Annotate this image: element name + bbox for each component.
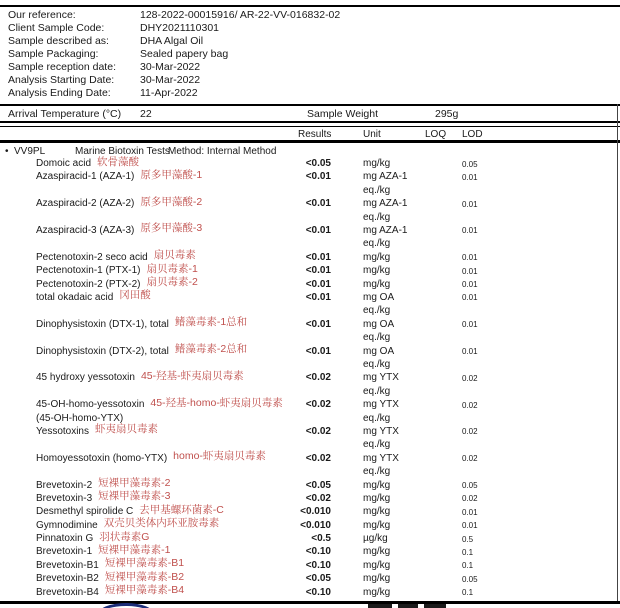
analyte-name-cn: 原多甲藻酸-3 xyxy=(140,222,203,235)
analyte-name-cn: 去甲基螺环菌素-C xyxy=(139,503,224,516)
field-label: Sample reception date: xyxy=(8,61,116,73)
result-value: <0.01 xyxy=(305,251,331,263)
result-value: <0.05 xyxy=(305,479,331,491)
analyte-name-cn: 原多甲藻酸-2 xyxy=(140,195,203,208)
field-value: 128-2022-00015916/ AR-22-VV-016832-02 xyxy=(140,9,341,21)
unit-value: mg/kg xyxy=(363,506,391,518)
field-value: DHA Algal Oil xyxy=(140,35,204,47)
analyte-name-cn: 冈田酸 xyxy=(119,289,151,302)
analyte-name-cn: 扇贝毒素 xyxy=(153,249,196,262)
col-results: Results xyxy=(298,129,332,140)
field-label: Sample described as: xyxy=(8,35,109,47)
unit-value: mg/kg xyxy=(363,559,391,571)
header-field-row xyxy=(8,9,340,21)
table-row xyxy=(0,572,620,585)
lod-value: 0.01 xyxy=(462,320,478,330)
analyte-name-en: Brevetoxin-3 xyxy=(36,492,93,504)
analyte-name-cn: 短裸甲藻毒素-B2 xyxy=(104,570,185,583)
analyte-name-cn: 扇贝毒素-1 xyxy=(146,262,198,275)
result-value: <0.02 xyxy=(305,425,331,437)
result-value: <0.02 xyxy=(305,399,331,411)
table-row xyxy=(0,398,620,425)
analyte-name xyxy=(36,197,202,210)
analyte-name-en: Homoyessotoxin (homo-YTX) xyxy=(36,452,168,464)
table-row xyxy=(0,586,620,599)
result-value: <0.01 xyxy=(305,345,331,357)
result-value: <0.10 xyxy=(305,559,331,571)
analyte-name-en: Domoic acid xyxy=(36,158,92,169)
analyte-name-en: Brevetoxin-B1 xyxy=(36,559,99,571)
table-row xyxy=(0,532,620,545)
result-value: <0.01 xyxy=(305,278,331,290)
table-row xyxy=(0,519,620,532)
unit-value: mg/kg xyxy=(363,278,391,290)
analyte-name-cn: 鳍藻毒素-2总和 xyxy=(174,343,248,356)
lod-value: 0.01 xyxy=(462,253,478,263)
group-name: Marine Biotoxin Tests xyxy=(75,146,170,157)
analyte-name-cn: 短裸甲藻毒素-B4 xyxy=(104,584,185,597)
analyte-name-en: Desmethyl spirolide C xyxy=(36,506,134,518)
unit-value: mg AZA-1 eq./kg xyxy=(363,198,408,223)
analyte-name-en: Dinophysistoxin (DTX-1), total xyxy=(36,318,169,330)
lod-value: 0.01 xyxy=(462,172,478,182)
analyte-name-cn: 双壳贝类体内环亚胺毒素 xyxy=(103,517,220,530)
analyte-name-en: Brevetoxin-2 xyxy=(36,479,93,491)
unit-value: mg/kg xyxy=(363,519,391,531)
result-value: <0.01 xyxy=(305,291,331,303)
unit-value: mg/kg xyxy=(363,573,391,585)
unit-value: mg YTX eq./kg xyxy=(363,425,399,451)
analyte-name-en: Pectenotoxin-2 seco acid xyxy=(36,251,148,263)
lod-value: 0.01 xyxy=(462,347,478,357)
unit-value: mg/kg xyxy=(363,586,391,598)
group-method: Method: Internal Method xyxy=(168,146,277,157)
lod-value: 0.1 xyxy=(462,561,474,571)
arrival-temperature-label: Arrival Temperature (°C) xyxy=(8,108,122,120)
table-row xyxy=(0,492,620,505)
analyte-name xyxy=(36,318,247,331)
result-value: <0.02 xyxy=(305,492,331,504)
analyte-name xyxy=(36,452,266,465)
field-value: DHY2021110301 xyxy=(140,22,220,34)
field-label: Sample Packaging: xyxy=(8,48,99,60)
unit-value: mg YTX eq./kg xyxy=(363,399,399,424)
table-row xyxy=(0,278,620,291)
analyte-name-en: Brevetoxin-B4 xyxy=(36,586,99,598)
unit-value: mg YTX eq./kg xyxy=(363,372,399,397)
result-value: <0.01 xyxy=(305,224,331,236)
analyte-name-cn: 短裸甲藻毒素-B1 xyxy=(104,557,185,570)
analyte-name-cn: 原多甲藻酸-1 xyxy=(140,168,203,181)
unit-value: mg AZA-1 eq./kg xyxy=(363,224,408,250)
lod-value: 0.01 xyxy=(462,280,478,290)
footer-cutoff-mark xyxy=(424,604,446,608)
analyte-name-en: Pectenotoxin-2 (PTX-2) xyxy=(36,278,141,290)
analyte-name xyxy=(36,586,184,599)
analyte-name-en: Dinophysistoxin (DTX-2), total xyxy=(36,345,169,357)
analyte-name xyxy=(36,224,202,237)
unit-value: mg AZA-1 eq./kg xyxy=(363,171,408,196)
sample-weight-value: 295g xyxy=(435,108,459,120)
table-row xyxy=(0,452,620,479)
table-row xyxy=(0,170,620,197)
lod-value: 0.01 xyxy=(462,521,478,531)
table-row xyxy=(0,559,620,572)
analyte-name-cn: 扇贝毒素-2 xyxy=(146,276,198,289)
lod-value: 0.05 xyxy=(462,159,478,169)
unit-value: mg/kg xyxy=(363,265,391,277)
unit-value: mg/kg xyxy=(363,492,391,504)
analyte-name xyxy=(36,278,198,291)
header-field-row xyxy=(8,35,203,47)
analyte-name-en: Azaspiracid-1 (AZA-1) xyxy=(36,171,135,183)
table-row xyxy=(0,251,620,264)
analyte-name-en: Yessotoxins xyxy=(36,425,89,437)
table-row xyxy=(0,425,620,452)
unit-value: mg OA eq./kg xyxy=(363,318,395,344)
table-row xyxy=(0,157,620,170)
lod-value: 0.05 xyxy=(462,481,478,491)
analyte-name xyxy=(36,170,202,183)
analyte-name-en: Azaspiracid-2 (AZA-2) xyxy=(36,198,135,210)
analyte-name-en: Gymnodimine xyxy=(36,519,98,531)
analyte-name-cn: homo-虾夷扇贝毒素 xyxy=(173,450,266,463)
analyte-name xyxy=(36,345,247,358)
analyte-name-cn: 短裸甲藻毒素-1 xyxy=(98,543,171,556)
footer-logo-swoosh-icon xyxy=(98,603,154,608)
analyte-name xyxy=(36,157,139,170)
lod-value: 0.02 xyxy=(462,400,478,410)
analyte-name xyxy=(36,371,244,384)
results-rows xyxy=(0,157,620,599)
analyte-name-en: Pectenotoxin-1 (PTX-1) xyxy=(36,265,141,277)
analyte-name-en: Brevetoxin-1 xyxy=(36,546,93,558)
unit-value: mg/kg xyxy=(363,546,391,558)
field-value: 11-Apr-2022 xyxy=(140,87,198,99)
analyte-name-en: Pinnatoxin G xyxy=(36,533,94,545)
band-rule-mid xyxy=(0,126,620,127)
table-row xyxy=(0,505,620,518)
field-label: Analysis Starting Date: xyxy=(8,74,115,86)
table-row xyxy=(0,371,620,398)
lod-value: 0.01 xyxy=(462,226,478,236)
header-field-row xyxy=(8,61,200,73)
lod-value: 0.02 xyxy=(462,427,478,437)
unit-value: mg OA eq./kg xyxy=(363,291,395,317)
result-value: <0.10 xyxy=(305,546,331,558)
unit-value: mg OA eq./kg xyxy=(363,345,395,370)
analyte-name-cn: 短裸甲藻毒素-3 xyxy=(98,490,171,503)
analyte-name-en: total okadaic acid xyxy=(36,291,114,303)
header-field-row xyxy=(8,22,219,34)
analyte-name-cn: 鳍藻毒素-1总和 xyxy=(174,316,248,329)
bottom-rule xyxy=(0,601,620,604)
table-row xyxy=(0,345,620,372)
col-unit: Unit xyxy=(363,129,381,140)
footer-cutoff-mark xyxy=(368,604,392,608)
table-row xyxy=(0,545,620,558)
analyte-name-cn: 虾夷扇贝毒素 xyxy=(95,423,158,436)
lod-value: 0.01 xyxy=(462,199,478,209)
field-label: Analysis Ending Date: xyxy=(8,87,111,99)
field-value: 30-Mar-2022 xyxy=(140,74,201,86)
analyte-name-cn: 45-羟基-虾夷扇贝毒素 xyxy=(140,369,244,382)
analyte-name-line2: (45-OH-homo-YTX) xyxy=(36,412,124,424)
table-row xyxy=(0,318,620,345)
unit-value: mg/kg xyxy=(363,479,391,491)
result-value: <0.02 xyxy=(305,452,331,464)
result-value: <0.02 xyxy=(305,372,331,384)
analyte-name-en: Azaspiracid-3 (AZA-3) xyxy=(36,224,135,236)
lod-value: 0.01 xyxy=(462,266,478,276)
col-loq: LOQ xyxy=(425,129,447,140)
analyte-name-cn: 短裸甲藻毒素-2 xyxy=(98,477,171,490)
analyte-name-cn: 软骨藻酸 xyxy=(97,155,140,168)
analyte-name-cn: 45-羟基-homo-虾夷扇贝毒素 xyxy=(150,396,283,409)
sample-weight-label: Sample Weight xyxy=(307,108,379,120)
field-value: 30-Mar-2022 xyxy=(140,61,201,73)
table-row xyxy=(0,291,620,318)
analyte-name-cn: 羽状毒素G xyxy=(99,530,150,543)
field-label: Our reference: xyxy=(8,9,76,21)
group-code: VV9PL xyxy=(14,146,46,157)
result-value: <0.01 xyxy=(305,171,331,183)
header-rule xyxy=(0,104,620,106)
unit-value: mg/kg xyxy=(363,158,391,169)
lod-value: 0.02 xyxy=(462,373,478,383)
lod-value: 0.5 xyxy=(462,534,474,544)
analyte-name-en: 45-OH-homo-yessotoxin xyxy=(36,399,145,411)
header-field-row xyxy=(8,48,228,60)
table-top-rule xyxy=(0,140,620,143)
arrival-temperature-value: 22 xyxy=(140,108,152,120)
band-rule-top xyxy=(0,121,620,123)
lod-value: 0.1 xyxy=(462,547,474,557)
table-row xyxy=(0,197,620,224)
result-value: <0.05 xyxy=(305,573,331,585)
unit-value: µg/kg xyxy=(363,533,388,545)
header-field-row xyxy=(8,87,198,99)
field-label: Client Sample Code: xyxy=(8,22,105,34)
result-value: <0.01 xyxy=(305,198,331,210)
result-value: <0.01 xyxy=(305,265,331,277)
lod-value: 0.01 xyxy=(462,293,478,303)
result-value: <0.05 xyxy=(305,158,331,169)
unit-value: mg/kg xyxy=(363,251,391,263)
analyte-name-en: 45 hydroxy yessotoxin xyxy=(36,372,135,384)
right-border-rule xyxy=(617,104,618,602)
group-bullet-icon: • xyxy=(5,146,9,157)
table-row xyxy=(0,224,620,251)
result-value: <0.5 xyxy=(311,533,331,545)
unit-value: mg YTX eq./kg xyxy=(363,452,399,478)
lod-value: 0.1 xyxy=(462,588,474,598)
result-value: <0.010 xyxy=(300,506,331,518)
top-rule xyxy=(0,5,620,7)
lod-value: 0.02 xyxy=(462,494,478,504)
analyte-name-en: Brevetoxin-B2 xyxy=(36,573,99,585)
result-value: <0.10 xyxy=(305,586,331,598)
analyte-name xyxy=(36,425,158,438)
analyte-name xyxy=(36,291,151,304)
lod-value: 0.01 xyxy=(462,507,478,517)
field-value: Sealed papery bag xyxy=(140,48,229,60)
lod-value: 0.05 xyxy=(462,574,478,584)
lod-value: 0.02 xyxy=(462,454,478,464)
result-value: <0.010 xyxy=(300,519,331,531)
footer-cutoff-mark xyxy=(398,604,418,608)
table-row xyxy=(0,264,620,277)
result-value: <0.01 xyxy=(305,318,331,330)
table-row xyxy=(0,479,620,492)
header-field-row xyxy=(8,74,200,86)
col-lod: LOD xyxy=(462,129,483,140)
